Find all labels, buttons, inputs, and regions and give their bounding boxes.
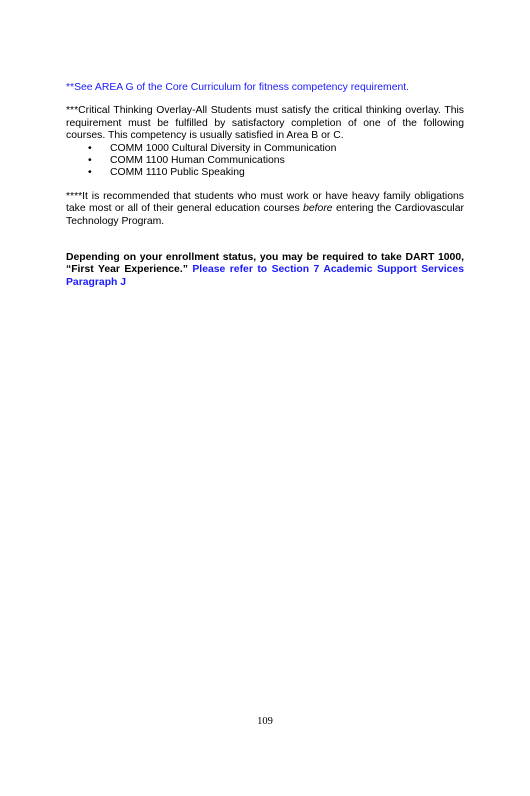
spacer xyxy=(66,94,464,105)
work-note-emphasis: before xyxy=(303,203,333,215)
course-label: COMM 1000 Cultural Diversity in Communication xyxy=(110,142,337,154)
course-item xyxy=(88,167,464,179)
work-note-text: ****It is recommended that students who must work or have heavy family obligations take most or all of their general education courses xyxy=(66,190,464,215)
fitness-note: **See AREA G of the Core Curriculum for fitness competency requirement. xyxy=(66,82,410,93)
bullet-icon: • xyxy=(88,142,92,154)
critical-thinking-note: ***Critical Thinking Overlay-All Students must satisfy the critical thinking overlay. This requirement must be fulfilled by satisfactory completion of one of the following courses. This competency is usually satisfied in Area B or C. xyxy=(66,105,464,142)
course-item xyxy=(88,143,464,155)
enrollment-text: Depending on your enrollment status, you may be required to take DART 1000, “First Year Experience.” xyxy=(66,252,464,276)
work-note-text-end: entering the Cardiovascular Technology Program. xyxy=(66,203,464,227)
bullet-icon: • xyxy=(88,167,92,179)
course-item xyxy=(88,155,464,167)
course-label: COMM 1100 Human Communications xyxy=(110,155,285,167)
page-content xyxy=(66,82,464,289)
spacer xyxy=(66,180,464,191)
enrollment-notice xyxy=(66,252,464,289)
course-list xyxy=(66,143,464,180)
course-label: COMM 1110 Public Speaking xyxy=(110,167,245,179)
section-reference-link[interactable]: Please refer to Section 7 Academic Support Services Paragraph J xyxy=(66,264,464,288)
bullet-icon: • xyxy=(88,155,92,167)
spacer xyxy=(66,228,464,252)
work-obligations-note xyxy=(66,191,464,228)
page-number: 109 xyxy=(257,716,273,727)
